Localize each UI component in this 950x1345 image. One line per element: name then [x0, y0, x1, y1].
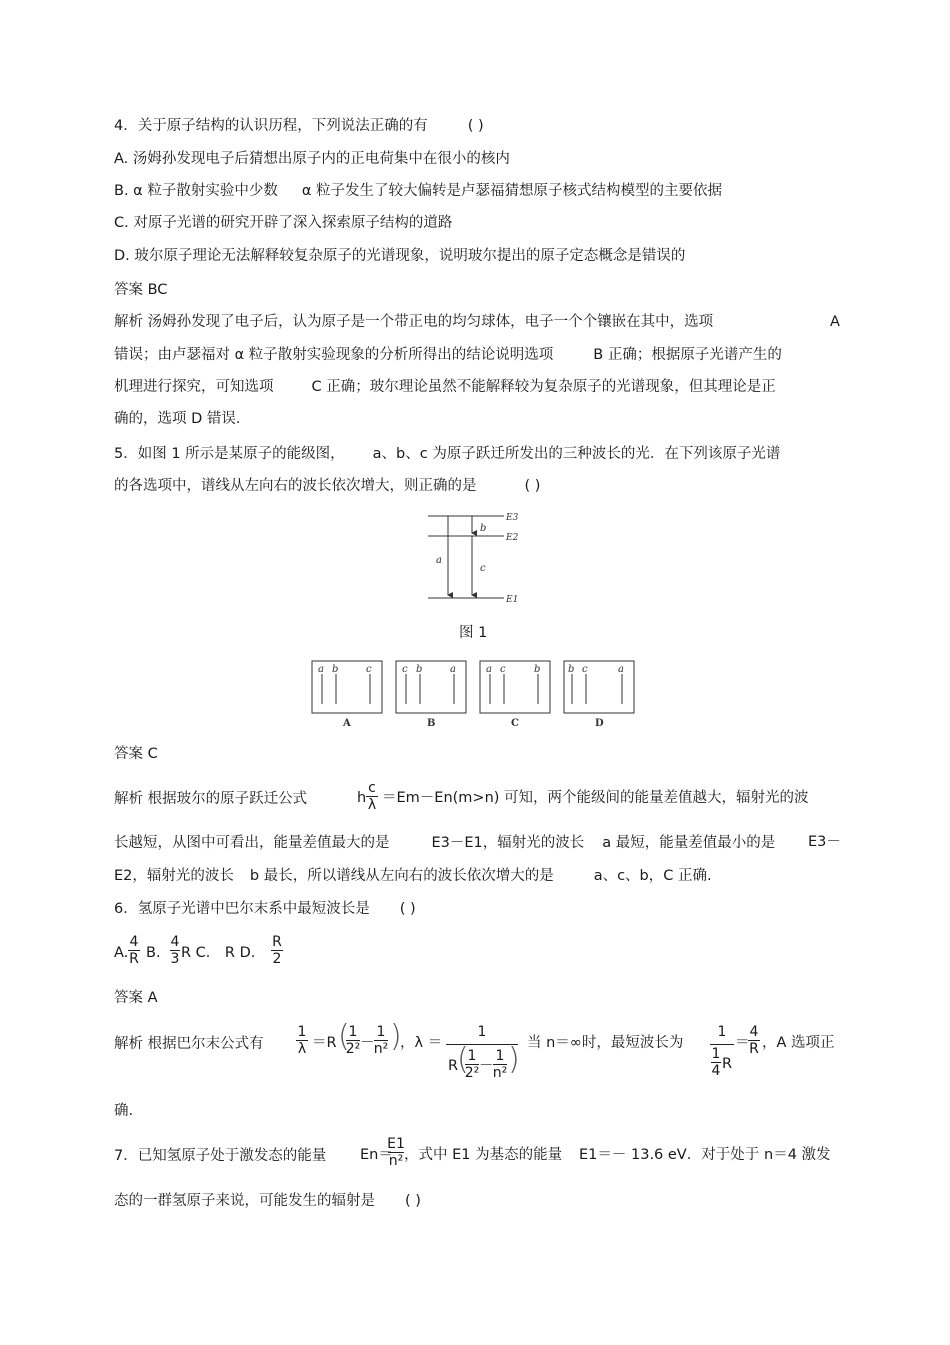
energy-level-diagram: [420, 504, 530, 608]
q4-analysis-line4: 确的，选项 D 错误.: [114, 411, 241, 427]
spectrum-choices: [308, 658, 638, 732]
q4-option-c: C. 对原子光谱的研究开辟了深入探索原子结构的道路: [114, 215, 453, 231]
label-a: a: [436, 555, 442, 566]
choice-c-line2: c: [500, 664, 506, 675]
choice-d-label: D: [595, 718, 604, 729]
q5-analysis-line1: 解析 根据玻尔的原子跃迁公式: [114, 791, 308, 807]
q6-frac-2-nsq: 1 n²: [492, 1048, 508, 1081]
q6-analysis-lead: 解析 根据巴尔末公式有: [114, 1036, 264, 1052]
q6-big-frac-R: R: [448, 1058, 459, 1074]
q6-frac-1-2sq: 1 2²: [345, 1024, 361, 1057]
choice-b-line3: a: [450, 664, 456, 675]
q6-option-b-prefix: B.: [146, 945, 161, 961]
q7-En: En＝: [360, 1147, 393, 1163]
q7-line1-b: ，式中 E1 为基态的能量: [404, 1147, 563, 1163]
q6-frac-4-R: 4 R: [749, 1024, 759, 1057]
q6-result-den-frac: 1 4: [711, 1046, 721, 1079]
q6-when: 当 n＝∞时，最短波长为: [527, 1035, 684, 1051]
q6-stem: 6．氢原子光谱中巴尔末系中最短波长是 ( ): [114, 901, 416, 917]
choice-b-label: B: [427, 718, 436, 729]
choice-a-box: [312, 661, 382, 729]
choice-a-line3: c: [366, 664, 372, 675]
choice-d-line1: b: [568, 664, 575, 675]
q6-lambda-eq: ，λ ＝: [400, 1035, 443, 1051]
q6-paren-close-2: ): [508, 1042, 520, 1077]
q7-line1: 7．已知氢原子处于激发态的能量: [114, 1148, 327, 1164]
q6-frac-2-2sq: 1 2²: [464, 1048, 480, 1081]
q6-result-den-R: R: [722, 1056, 733, 1072]
q6-answer: 答案 A: [114, 990, 158, 1006]
label-e1: E1: [506, 595, 519, 605]
q6-analysis-line2: 确.: [114, 1103, 134, 1119]
q4-option-a: A. 汤姆孙发现电子后猜想出原子内的正电荷集中在很小的核内: [114, 151, 510, 167]
label-e2: E2: [506, 533, 519, 543]
q6-tail: ，A 选项正: [762, 1035, 835, 1051]
choice-c-box: [480, 661, 550, 729]
q7-line2: 态的一群氢原子来说，可能发生的辐射是 ( ): [114, 1193, 421, 1209]
choice-a-line1: a: [318, 664, 324, 675]
q7-line1-c: E1＝－ 13.6 eV．对于处于: [579, 1147, 760, 1163]
q6-minus-2: －: [479, 1058, 494, 1074]
q5-stem-line1: 5．如图 1 所示是某原子的能级图， a、b、c 为原子跃迁所发出的三种波长的光．在下列该原子光谱: [114, 446, 781, 462]
q5-analysis-line3: E2，辐射光的波长 b 最长，所以谱线从左向右的波长依次增大的是 a、c、b，C 正确.: [114, 868, 712, 884]
choice-c-label: C: [511, 718, 519, 729]
q6-paren-open-2: (: [457, 1042, 469, 1077]
q4-option-b: B. α 粒子散射实验中少数 α 粒子发生了较大偏转是卢瑟福猜想原子核式结构模型的主要依据: [114, 183, 723, 199]
q5-analysis-line2-end: E3－: [808, 834, 841, 850]
figure-caption: 图 1: [459, 625, 488, 641]
q5-analysis-formula: ＝Em－En(m>n) 可知，两个能级间的能量差值越大，辐射光的波: [382, 790, 809, 806]
q6-option-d-fraction: R 2: [272, 934, 282, 967]
q4-stem: 4．关于原子结构的认识历程，下列说法正确的有 ( ): [114, 118, 484, 134]
q4-option-d: D. 玻尔原子理论无法解释较复杂原子的光谱现象，说明玻尔提出的原子定态概念是错误的: [114, 248, 686, 264]
q6-minus-1: －: [360, 1035, 375, 1051]
q6-eq4: ＝: [735, 1035, 750, 1051]
q4-analysis-line1-end: A: [830, 314, 840, 330]
q6-result-bar: [710, 1044, 734, 1045]
label-b: b: [480, 523, 487, 534]
choice-b-box: [396, 661, 466, 729]
q6-frac-1-nsq: 1 n²: [373, 1024, 389, 1057]
q4-analysis-line1: 解析 汤姆孙发现了电子后，认为原子是一个带正电的均匀球体，电子一个个镶嵌在其中，选项: [114, 314, 714, 330]
choice-d-line2: c: [582, 664, 588, 675]
q7-fraction-e1-nsq: E1 n²: [387, 1136, 405, 1169]
q6-result-num: 1: [717, 1024, 727, 1040]
q6-option-a-fraction: 4 R: [129, 934, 139, 967]
choice-d-line3: a: [618, 664, 624, 675]
q6-eq1: ＝R: [312, 1035, 337, 1051]
label-c: c: [480, 563, 486, 574]
choice-d-box: [564, 661, 634, 729]
q6-big-frac-num: 1: [477, 1024, 487, 1040]
choice-b-line2: b: [416, 664, 423, 675]
q5-stem-line2: 的各选项中，谱线从左向右的波长依次增大，则正确的是 ( ): [114, 478, 541, 494]
choice-a-line2: b: [332, 664, 339, 675]
q5-h: h: [357, 790, 367, 806]
choice-c-line3: b: [534, 664, 541, 675]
q5-answer: 答案 C: [114, 746, 158, 762]
q7-line1-d: n＝4 激发: [764, 1147, 831, 1163]
label-e3: E3: [506, 513, 519, 523]
q6-option-a-prefix: A.: [114, 945, 129, 961]
q6-frac-1-lambda: 1 λ: [297, 1024, 307, 1057]
q5-analysis-line2: 长越短，从图中可看出，能量差值最大的是 E3－E1，辐射光的波长 a 最短，能量差值最小的是: [114, 835, 776, 851]
q4-analysis-line3: 机理进行探究，可知选项 C 正确；玻尔理论虽然不能解释较为复杂原子的光谱现象，但其理论是正: [114, 379, 776, 395]
q4-answer: 答案 BC: [114, 282, 168, 298]
choice-a-label: A: [343, 718, 351, 729]
q6-option-b-suffix: R C． R D.: [181, 945, 256, 961]
q6-paren-close-1: ): [390, 1019, 402, 1054]
q4-analysis-line2: 错误；由卢瑟福对 α 粒子散射实验现象的分析所得出的结论说明选项 B 正确；根据原子光谱产生的: [114, 347, 782, 363]
q6-option-b-fraction: 4 3: [170, 934, 180, 967]
choice-b-line1: c: [402, 664, 408, 675]
q5-fraction-c-lambda: c λ: [367, 780, 377, 813]
q6-paren-open-1: (: [338, 1019, 350, 1054]
choice-c-line1: a: [486, 664, 492, 675]
